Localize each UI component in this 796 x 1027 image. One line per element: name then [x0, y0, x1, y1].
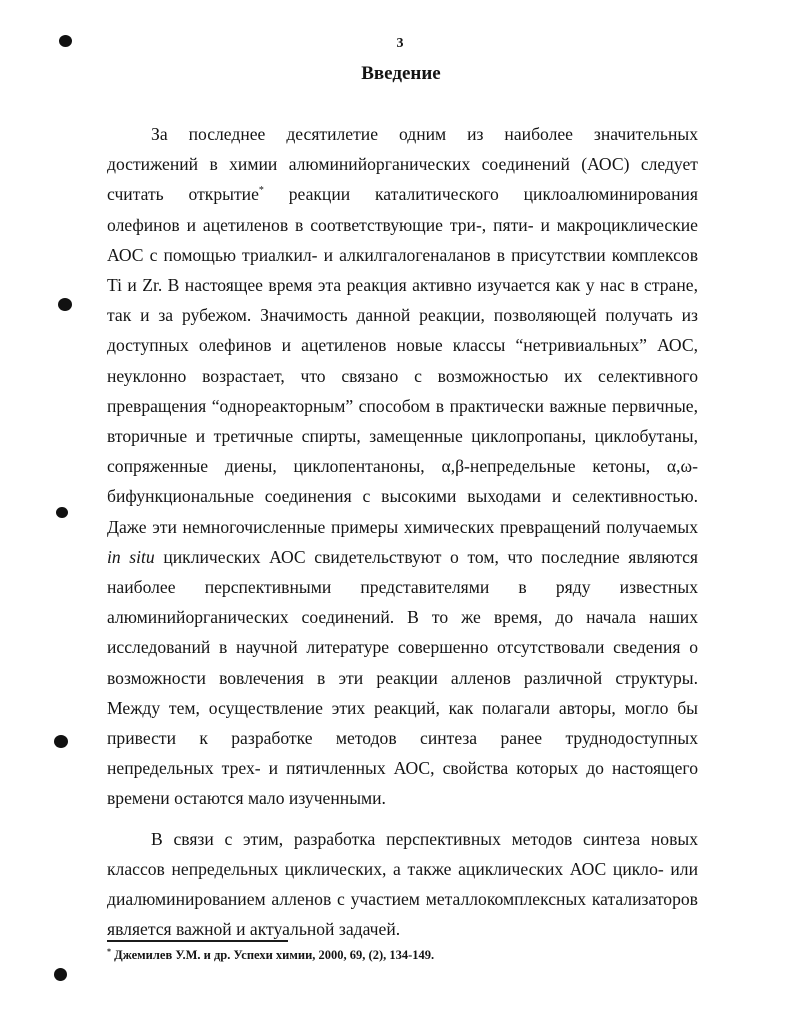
italic-term: in situ — [107, 546, 155, 567]
footnote-marker: * — [258, 185, 264, 197]
text-line: В связи с этим, разработка перспективных методов синтеза новых — [151, 828, 698, 849]
text-line: непредельных трех- и пятичленных АОС, свойства которых до настоящего — [107, 758, 698, 779]
text-line: Между тем, осуществление этих реакций, как полагали авторы, могло бы — [107, 697, 698, 718]
text-line: времени остаются мало изученными. — [107, 788, 386, 809]
text-line: сопряженные диены, циклопентаноны, α,β-непредельные кетоны, α,ω- — [107, 456, 698, 477]
text-line: привести к разработке методов синтеза ранее труднодоступных — [107, 728, 698, 749]
footnote-text: Джемилев У.М. и др. Успехи химии, 2000, 69, (2), 134-149. — [114, 948, 435, 962]
punch-hole-mark — [59, 35, 72, 47]
text-line: превращения “однореакторным” способом в практически важные первичные, — [107, 395, 698, 416]
body-text — [107, 119, 698, 944]
text-line: исследований в научной литературе совершенно отсутствовали сведения о — [107, 637, 698, 658]
punch-hole-mark — [58, 298, 72, 311]
text-fragment: реакции каталитического циклоалюминирования — [288, 184, 699, 205]
text-line: Ti и Zr. В настоящее время эта реакция активно изучается как у нас в стране, — [107, 275, 698, 296]
text-line: За последнее десятилетие одним из наиболее значительных — [151, 124, 698, 144]
footnote — [107, 948, 707, 963]
text-line: доступных олефинов и ацетиленов новые классы “нетривиальных” АОС, — [107, 335, 698, 356]
page-number: 3 — [396, 36, 404, 51]
text-line: наиболее перспективными представителями в ряду известных — [107, 577, 698, 598]
text-line: АОС с помощью триалкил- и алкилгалогеналанов в присутствии комплексов — [107, 244, 698, 265]
paragraph-relevance — [107, 824, 698, 945]
punch-hole-mark — [54, 968, 67, 981]
text-fragment: циклических АОС свидетельствуют о том, что последние являются — [163, 546, 698, 567]
text-line: является важной и актуальной задачей. — [107, 919, 401, 940]
text-line: вторичные и третичные спирты, замещенные циклопропаны, циклобутаны, — [107, 426, 698, 447]
text-line — [107, 179, 698, 209]
punch-hole-mark — [56, 507, 68, 518]
text-line: диалюминированием алленов с участием металлокомплексных катализаторов — [107, 889, 698, 910]
footnote-marker: * — [107, 946, 111, 956]
text-line: неуклонно возрастает, что связано с возможностью их селективного — [107, 365, 698, 386]
text-line: алюминийорганических соединений. В то же время, до начала наших — [107, 607, 698, 628]
text-line: так и за рубежом. Значимость данной реакции, позволяющей получать из — [107, 305, 698, 326]
text-line: возможности вовлечения в эти реакции алленов различной структуры. — [107, 667, 698, 688]
text-line: бифункциональные соединения с высокими выходами и селективностью. — [107, 486, 698, 507]
footnote-divider — [107, 940, 288, 942]
punch-hole-mark — [54, 735, 68, 748]
text-line: достижений в химии алюминийорганических соединений (АОС) следует — [107, 154, 698, 175]
text-line — [107, 542, 698, 572]
text-line: олефинов и ацетиленов в соответствующие три-, пяти- и макроциклические — [107, 214, 698, 235]
text-fragment: считать открытие — [107, 184, 259, 205]
paragraph-intro — [107, 119, 698, 814]
text-line: классов непредельных циклических, а также ациклических АОС цикло- или — [107, 858, 698, 879]
section-title: Введение — [361, 63, 441, 84]
text-line: Даже эти немногочисленные примеры химических превращений получаемых — [107, 516, 698, 537]
